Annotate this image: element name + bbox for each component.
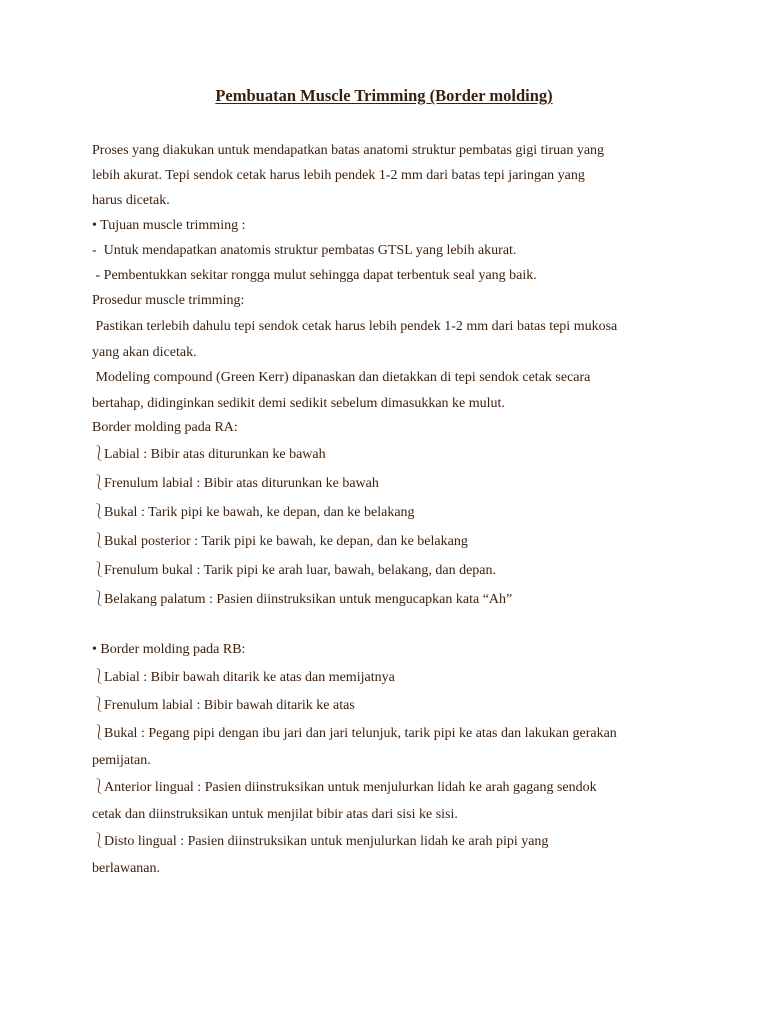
document-title: Pembuatan Muscle Trimming (Border molding) [215, 86, 553, 105]
paragraph-line: berlawanan. [92, 861, 161, 876]
list-item: ⎱Frenulum labial : Bibir bawah ditarik ke atas [92, 698, 355, 713]
paragraph-line: bertahap, didinginkan sedikit demi sedikit sebelum dimasukkan ke mulut. [92, 396, 505, 411]
bracket-bullet-icon: ⎱ [92, 476, 106, 491]
paragraph-line: yang akan dicetak. [92, 345, 197, 360]
bracket-bullet-icon: ⎱ [92, 505, 106, 520]
list-item: ⎱Belakang palatum : Pasien diinstruksikan untuk mengucapkan kata “Ah” [92, 592, 513, 607]
list-item: ⎱Bukal posterior : Tarik pipi ke bawah, ke depan, dan ke belakang [92, 534, 468, 549]
paragraph-line: lebih akurat. Tepi sendok cetak harus lebih pendek 1-2 mm dari batas tepi jaringan yang [92, 168, 585, 183]
bullet-heading: • Border molding pada RB: [92, 642, 246, 657]
section-heading: Prosedur muscle trimming: [92, 293, 245, 308]
bracket-bullet-icon: ⎱ [92, 698, 106, 713]
paragraph-line: - Untuk mendapatkan anatomis struktur pembatas GTSL yang lebih akurat. [92, 243, 517, 258]
bullet-heading: • Tujuan muscle trimming : [92, 218, 246, 233]
list-item: ⎱Bukal : Pegang pipi dengan ibu jari dan jari telunjuk, tarik pipi ke atas dan lakukan gerakan [92, 726, 617, 741]
list-item: ⎱Disto lingual : Pasien diinstruksikan untuk menjulurkan lidah ke arah pipi yang [92, 834, 549, 849]
paragraph-line: cetak dan diinstruksikan untuk menjilat bibir atas dari sisi ke sisi. [92, 807, 458, 822]
bracket-bullet-icon: ⎱ [92, 447, 106, 462]
bracket-bullet-icon: ⎱ [92, 670, 106, 685]
list-item: ⎱Labial : Bibir bawah ditarik ke atas dan memijatnya [92, 670, 395, 685]
list-item: ⎱Bukal : Tarik pipi ke bawah, ke depan, dan ke belakang [92, 505, 415, 520]
bracket-bullet-icon: ⎱ [92, 563, 106, 578]
section-heading: Border molding pada RA: [92, 420, 238, 435]
list-item: ⎱Labial : Bibir atas diturunkan ke bawah [92, 447, 326, 462]
paragraph-line: Proses yang diakukan untuk mendapatkan batas anatomi struktur pembatas gigi tiruan yang [92, 143, 605, 158]
list-item: ⎱Anterior lingual : Pasien diinstruksikan untuk menjulurkan lidah ke arah gagang sendok [92, 780, 597, 795]
bracket-bullet-icon: ⎱ [92, 534, 106, 549]
paragraph-line: Modeling compound (Green Kerr) dipanaskan dan dietakkan di tepi sendok cetak secara [92, 370, 591, 385]
list-item: ⎱Frenulum labial : Bibir atas diturunkan ke bawah [92, 476, 379, 491]
bracket-bullet-icon: ⎱ [92, 834, 106, 849]
paragraph-line: Pastikan terlebih dahulu tepi sendok cetak harus lebih pendek 1-2 mm dari batas tepi mukosa [92, 319, 618, 334]
list-item: ⎱Frenulum bukal : Tarik pipi ke arah luar, bawah, belakang, dan depan. [92, 563, 497, 578]
bracket-bullet-icon: ⎱ [92, 592, 106, 607]
paragraph-line: harus dicetak. [92, 193, 170, 208]
bracket-bullet-icon: ⎱ [92, 726, 106, 741]
paragraph-line: pemijatan. [92, 753, 151, 768]
bracket-bullet-icon: ⎱ [92, 780, 106, 795]
paragraph-line: - Pembentukkan sekitar rongga mulut sehingga dapat terbentuk seal yang baik. [92, 268, 537, 283]
